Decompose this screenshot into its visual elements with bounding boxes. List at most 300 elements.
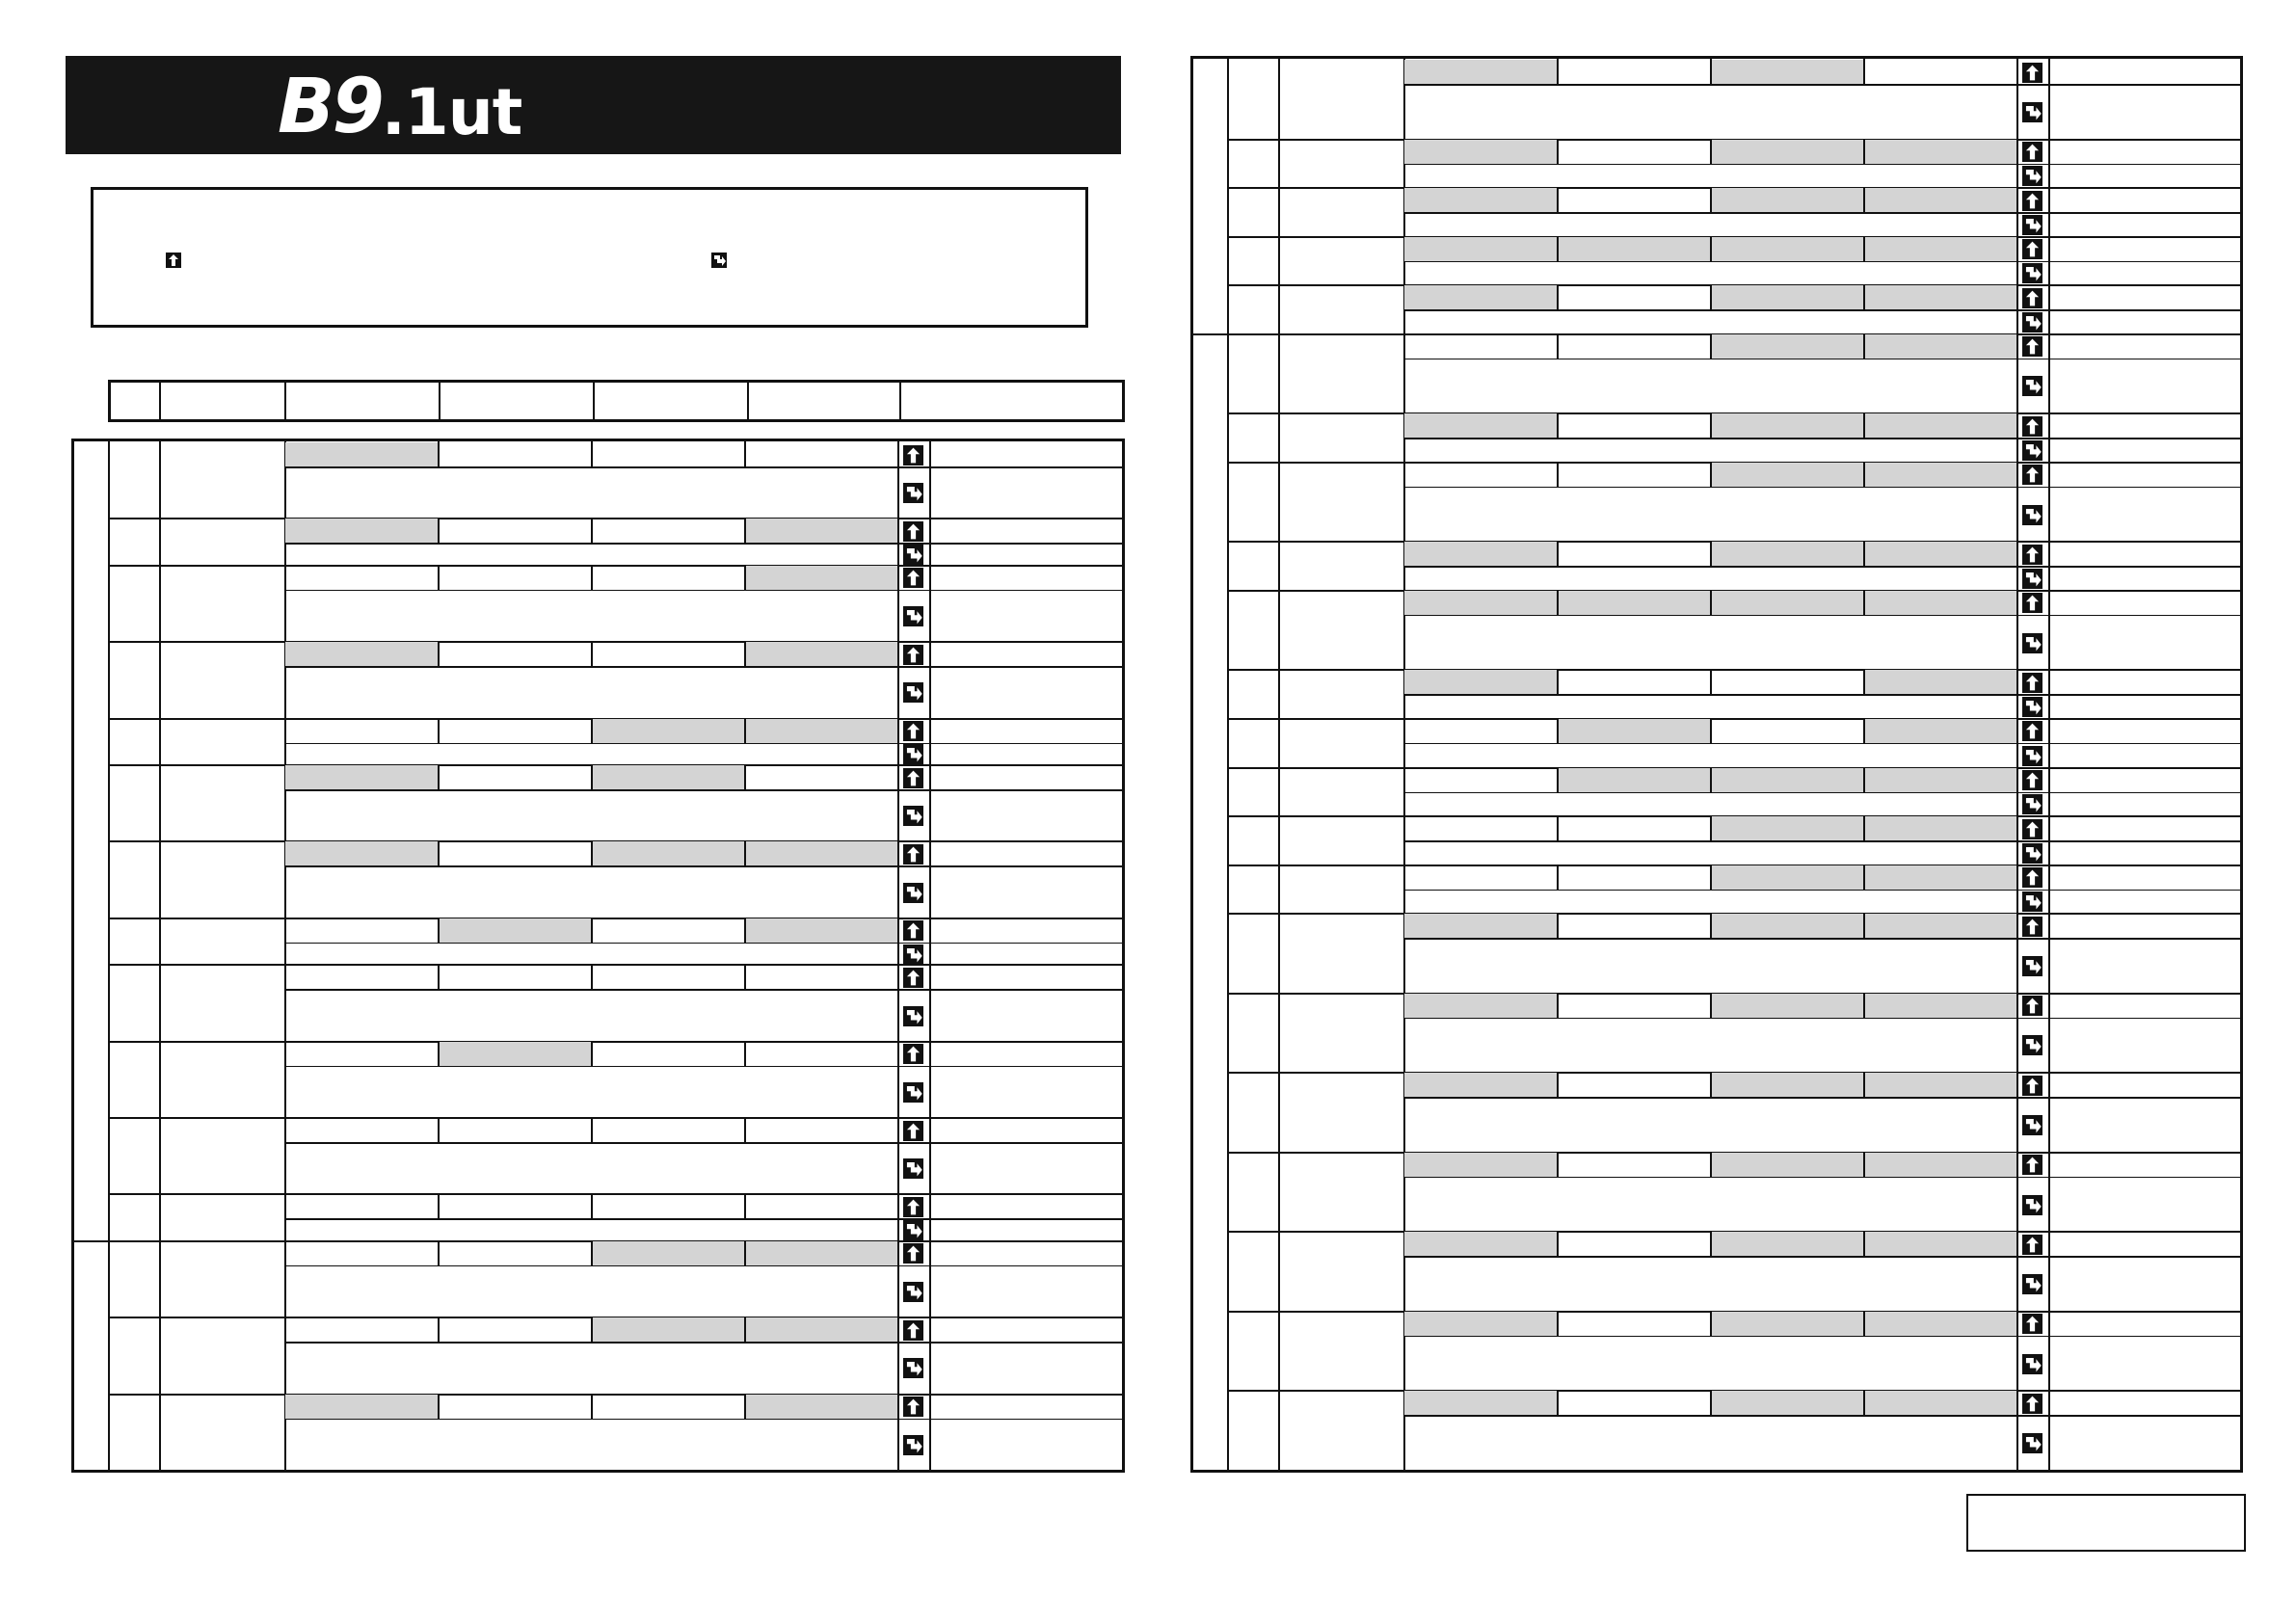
grid-value-divider <box>2016 284 2018 333</box>
shaded-value-cell <box>1864 865 2016 890</box>
shaded-value-cell <box>745 841 897 865</box>
up-icon <box>2022 288 2042 308</box>
shaded-value-cell <box>1864 334 2016 359</box>
grid-value-divider <box>591 764 593 789</box>
shaded-value-cell <box>1711 140 1863 164</box>
shaded-value-cell <box>1404 1232 1557 1256</box>
grid-value-divider <box>744 565 746 590</box>
return-icon <box>903 1158 923 1179</box>
shaded-value-cell <box>1711 60 1863 84</box>
legend-box <box>91 187 1088 328</box>
up-icon <box>903 521 923 542</box>
up-icon <box>2022 336 2042 357</box>
grid-icon-divider <box>2048 462 2050 542</box>
grid-subrow-line <box>1403 1018 2240 1020</box>
grid-value-divider <box>1863 1152 1865 1177</box>
grid-value-divider <box>438 1041 440 1066</box>
grid-value-divider <box>744 441 746 466</box>
header-bar <box>66 56 1121 154</box>
return-icon <box>2022 215 2042 235</box>
page-number-box <box>1966 1494 2246 1552</box>
grid-icon-divider <box>2048 1231 2050 1311</box>
shaded-value-cell <box>285 841 438 865</box>
grid-value-divider <box>1710 865 1712 890</box>
grid-value-divider <box>1710 333 1712 359</box>
up-icon <box>2022 63 2042 83</box>
return-icon <box>2022 697 2042 717</box>
grid-value-divider <box>1557 767 1559 792</box>
grid-value-divider <box>1863 993 1865 1018</box>
return-icon <box>711 253 727 268</box>
grid-icon-divider <box>929 964 931 1040</box>
grid-value-divider <box>1863 139 1865 164</box>
grid-value-divider <box>2016 1390 2018 1470</box>
shaded-value-cell <box>1711 542 1863 566</box>
grid-icon-divider <box>2048 1152 2050 1232</box>
grid-value-divider <box>897 518 899 565</box>
grid-value-divider <box>1557 669 1559 694</box>
up-icon <box>2022 1155 2042 1175</box>
shaded-value-cell <box>285 642 438 666</box>
return-icon <box>903 1282 923 1302</box>
shaded-value-cell <box>1711 285 1863 309</box>
grid-value-divider <box>1557 462 1559 487</box>
grid-value-divider <box>591 718 593 743</box>
shaded-value-cell <box>285 765 438 789</box>
grid-value-divider <box>591 641 593 666</box>
grid-value-divider <box>2016 913 2018 993</box>
shaded-value-cell <box>1558 719 1710 743</box>
grid-value-divider <box>2016 993 2018 1073</box>
grid-value-divider <box>591 1317 593 1342</box>
grid-subrow-line <box>284 789 1122 791</box>
grid-subrow-line <box>1403 694 2240 696</box>
grid-value-divider <box>1710 139 1712 164</box>
up-icon <box>2022 819 2042 839</box>
return-icon <box>2022 263 2042 283</box>
grid-value-divider <box>591 964 593 989</box>
return-icon <box>2022 166 2042 186</box>
up-icon <box>2022 917 2042 937</box>
up-icon <box>2022 721 2042 741</box>
grid-row-line <box>108 641 1122 643</box>
grid-value-divider <box>1863 187 1865 212</box>
grid-row-line <box>108 918 1122 919</box>
grid-icon-divider <box>2048 1390 2050 1470</box>
shaded-value-cell <box>1711 334 1863 359</box>
grid-subrow-line <box>284 1265 1122 1267</box>
shaded-value-cell <box>1711 237 1863 261</box>
grid-icon-divider <box>2048 590 2050 670</box>
shaded-value-cell <box>1404 1391 1557 1415</box>
grid-vertical-line <box>1278 59 1280 1470</box>
up-icon <box>903 1243 923 1264</box>
shaded-value-cell <box>592 1241 744 1265</box>
return-icon <box>903 945 923 965</box>
grid-value-divider <box>1557 1231 1559 1256</box>
shaded-value-cell <box>1711 1073 1863 1097</box>
grid-value-divider <box>1710 1311 1712 1336</box>
grid-icon-divider <box>929 1240 931 1317</box>
shaded-value-cell <box>1558 237 1710 261</box>
shaded-value-cell <box>285 519 438 543</box>
grid-value-divider <box>1863 913 1865 938</box>
return-icon <box>2022 1195 2042 1215</box>
grid-value-divider <box>1710 59 1712 84</box>
shaded-value-cell <box>439 918 591 943</box>
grid-value-divider <box>744 641 746 666</box>
grid-subrow-line <box>1403 84 2240 86</box>
grid-value-divider <box>1710 1152 1712 1177</box>
up-icon <box>2022 770 2042 790</box>
grid-value-divider <box>2016 236 2018 285</box>
grid-value-divider <box>744 1240 746 1265</box>
product-logo <box>278 64 522 150</box>
shaded-value-cell <box>1711 413 1863 438</box>
up-icon <box>903 721 923 741</box>
shaded-value-cell <box>1864 591 2016 615</box>
grid-value-divider <box>897 1041 899 1117</box>
grid-icon-divider <box>929 1117 931 1193</box>
return-icon <box>2022 440 2042 461</box>
grid-value-divider <box>1557 865 1559 890</box>
grid-value-divider <box>438 1394 440 1419</box>
grid-icon-divider <box>929 764 931 840</box>
grid-subrow-line <box>284 543 1122 545</box>
up-icon <box>2022 593 2042 613</box>
grid-subrow-line <box>284 1342 1122 1344</box>
grid-value-divider <box>1710 993 1712 1018</box>
grid-value-divider <box>2016 333 2018 413</box>
grid-value-divider <box>2016 669 2018 718</box>
grid-value-divider <box>744 964 746 989</box>
shaded-value-cell <box>1404 188 1557 212</box>
return-icon <box>2022 312 2042 333</box>
grid-value-divider <box>438 1317 440 1342</box>
shaded-value-cell <box>285 1395 438 1419</box>
grid-subrow-line <box>1403 938 2240 940</box>
grid-value-divider <box>1557 815 1559 840</box>
shaded-value-cell <box>1864 140 2016 164</box>
grid-icon-divider <box>2048 187 2050 236</box>
grid-subrow-line <box>1403 615 2240 617</box>
logo-suffix: .1ut <box>381 75 522 149</box>
grid-value-divider <box>2016 718 2018 767</box>
return-icon <box>2022 891 2042 912</box>
grid-value-divider <box>744 1193 746 1218</box>
grid-value-divider <box>1710 913 1712 938</box>
return-icon <box>2022 1035 2042 1055</box>
shaded-value-cell <box>1711 994 1863 1018</box>
return-icon <box>2022 569 2042 589</box>
shaded-value-cell <box>1404 140 1557 164</box>
shaded-value-cell <box>1404 591 1557 615</box>
return-icon <box>2022 633 2042 653</box>
grid-icon-divider <box>929 718 931 765</box>
grid-value-divider <box>1557 541 1559 566</box>
up-icon <box>903 1044 923 1064</box>
return-icon <box>903 1082 923 1103</box>
grid-icon-divider <box>929 840 931 917</box>
grid-value-divider <box>744 918 746 943</box>
shaded-value-cell <box>1864 1391 2016 1415</box>
grid-value-divider <box>2016 1072 2018 1152</box>
up-icon <box>2022 239 2042 259</box>
grid-value-divider <box>1710 462 1712 487</box>
grid-subrow-line <box>284 590 1122 592</box>
grid-vertical-line <box>1227 59 1229 1470</box>
grid-value-divider <box>591 1394 593 1419</box>
grid-value-divider <box>438 518 440 543</box>
grid-vertical-line <box>159 441 161 1470</box>
grid-subrow-line <box>1403 840 2240 842</box>
grid-icon-divider <box>929 441 931 518</box>
grid-value-divider <box>438 565 440 590</box>
grid-value-divider <box>591 1041 593 1066</box>
up-icon <box>903 1397 923 1417</box>
grid-value-divider <box>1710 718 1712 743</box>
grid-value-divider <box>1710 590 1712 615</box>
up-icon <box>2022 867 2042 888</box>
shaded-value-cell <box>1404 670 1557 694</box>
up-icon <box>2022 1235 2042 1255</box>
shaded-value-cell <box>1864 1153 2016 1177</box>
logo-main: B9 <box>278 64 382 150</box>
grid-icon-divider <box>2048 913 2050 993</box>
grid-value-divider <box>1557 333 1559 359</box>
shaded-value-cell <box>1864 719 2016 743</box>
grid-subrow-line <box>1403 487 2240 489</box>
grid-value-divider <box>2016 59 2018 139</box>
grid-value-divider <box>2016 1311 2018 1391</box>
grid-value-divider <box>2016 815 2018 865</box>
grid-subrow-line <box>1403 792 2240 794</box>
grid-value-divider <box>1710 541 1712 566</box>
grid-row-line <box>108 1041 1122 1043</box>
grid-value-divider <box>1710 1072 1712 1097</box>
grid-subrow-line <box>1403 1177 2240 1179</box>
grid-value-divider <box>438 441 440 466</box>
return-icon <box>2022 1115 2042 1135</box>
grid-subrow-line <box>284 743 1122 745</box>
shaded-value-cell <box>592 765 744 789</box>
grid-value-divider <box>1863 1231 1865 1256</box>
grid-value-divider <box>897 718 899 765</box>
grid-value-divider <box>2016 187 2018 236</box>
grid-row-line <box>108 518 1122 519</box>
grid-icon-divider <box>2048 1311 2050 1391</box>
grid-subrow-line <box>1403 1336 2240 1338</box>
up-icon <box>2022 191 2042 211</box>
shaded-value-cell <box>1711 1391 1863 1415</box>
grid-row-line <box>108 1117 1122 1119</box>
grid-subrow-line <box>284 943 1122 945</box>
grid-value-divider <box>744 764 746 789</box>
grid-value-divider <box>897 964 899 1040</box>
return-icon <box>903 1435 923 1455</box>
grid-value-divider <box>1863 333 1865 359</box>
return-icon <box>903 682 923 703</box>
grid-value-divider <box>1557 284 1559 309</box>
grid-subrow-line <box>284 1142 1122 1144</box>
grid-value-divider <box>591 918 593 943</box>
grid-row-line <box>1227 669 2240 671</box>
grid-value-divider <box>744 1041 746 1066</box>
grid-value-divider <box>2016 767 2018 816</box>
grid-value-divider <box>897 441 899 518</box>
grid-icon-divider <box>2048 284 2050 333</box>
grid-value-divider <box>1710 187 1712 212</box>
shaded-value-cell <box>439 1042 591 1066</box>
up-icon <box>2022 673 2042 693</box>
up-icon <box>903 844 923 865</box>
grid-value-divider <box>438 1240 440 1265</box>
grid-value-divider <box>1710 767 1712 792</box>
shaded-value-cell <box>1404 285 1557 309</box>
up-icon <box>903 1121 923 1141</box>
return-icon <box>2022 746 2042 766</box>
shaded-value-cell <box>1404 413 1557 438</box>
grid-value-divider <box>438 840 440 865</box>
shaded-value-cell <box>1711 816 1863 840</box>
shaded-value-cell <box>1864 237 2016 261</box>
right-parameter-table <box>1190 56 2243 1473</box>
up-icon <box>2022 1394 2042 1414</box>
grid-value-divider <box>1863 541 1865 566</box>
shaded-value-cell <box>1864 816 2016 840</box>
grid-value-divider <box>591 1240 593 1265</box>
grid-icon-divider <box>2048 236 2050 285</box>
grid-row-line <box>108 565 1122 567</box>
grid-value-divider <box>744 518 746 543</box>
grid-subrow-line <box>1403 438 2240 439</box>
grid-value-divider <box>1710 815 1712 840</box>
grid-value-divider <box>1863 590 1865 615</box>
shaded-value-cell <box>1404 1073 1557 1097</box>
shaded-value-cell <box>1711 1232 1863 1256</box>
grid-subrow-line <box>1403 890 2240 891</box>
grid-icon-divider <box>2048 718 2050 767</box>
return-icon <box>2022 794 2042 814</box>
shaded-value-cell <box>1864 188 2016 212</box>
shaded-value-cell <box>592 719 744 743</box>
grid-value-divider <box>744 1394 746 1419</box>
grid-value-divider <box>438 718 440 743</box>
grid-subrow-line <box>1403 743 2240 745</box>
up-icon <box>903 445 923 466</box>
up-icon <box>2022 1314 2042 1334</box>
shaded-value-cell <box>1864 463 2016 487</box>
shaded-value-cell <box>1711 1153 1863 1177</box>
return-icon <box>2022 376 2042 396</box>
grid-value-divider <box>1710 669 1712 694</box>
return-icon <box>903 1006 923 1026</box>
grid-value-divider <box>438 918 440 943</box>
shaded-value-cell <box>1404 1153 1557 1177</box>
shaded-value-cell <box>745 918 897 943</box>
grid-value-divider <box>1557 187 1559 212</box>
grid-value-divider <box>591 840 593 865</box>
grid-value-divider <box>744 840 746 865</box>
grid-icon-divider <box>929 565 931 641</box>
shaded-value-cell <box>1558 591 1710 615</box>
grid-value-divider <box>438 641 440 666</box>
grid-row-line <box>108 1193 1122 1195</box>
grid-icon-divider <box>929 1041 931 1117</box>
grid-value-divider <box>438 1193 440 1218</box>
grid-value-divider <box>591 565 593 590</box>
up-icon <box>903 1320 923 1341</box>
grid-value-divider <box>2016 1231 2018 1311</box>
up-icon <box>2022 996 2042 1016</box>
grid-value-divider <box>438 764 440 789</box>
grid-value-divider <box>897 764 899 840</box>
return-icon <box>2022 1354 2042 1374</box>
shaded-value-cell <box>1864 285 2016 309</box>
shaded-value-cell <box>592 841 744 865</box>
grid-value-divider <box>1863 236 1865 261</box>
grid-value-divider <box>897 918 899 965</box>
grid-value-divider <box>1710 412 1712 438</box>
grid-icon-divider <box>929 641 931 717</box>
grid-value-divider <box>1557 1311 1559 1336</box>
grid-value-divider <box>897 1117 899 1193</box>
shaded-value-cell <box>592 1317 744 1342</box>
grid-subrow-line <box>284 865 1122 867</box>
grid-value-divider <box>897 1394 899 1470</box>
shaded-value-cell <box>1864 670 2016 694</box>
up-icon <box>2022 465 2042 485</box>
shaded-value-cell <box>745 566 897 590</box>
shaded-value-cell <box>1864 1232 2016 1256</box>
grid-icon-divider <box>929 1394 931 1470</box>
shaded-value-cell <box>745 1395 897 1419</box>
grid-vertical-line <box>108 441 110 1470</box>
grid-value-divider <box>1557 139 1559 164</box>
grid-value-divider <box>1863 1072 1865 1097</box>
return-icon <box>903 483 923 503</box>
grid-subrow-line <box>1403 359 2240 360</box>
grid-value-divider <box>897 565 899 641</box>
shaded-value-cell <box>1864 768 2016 792</box>
grid-subrow-line <box>284 666 1122 668</box>
shaded-value-cell <box>1711 865 1863 890</box>
return-icon <box>2022 1433 2042 1453</box>
grid-subrow-line <box>1403 164 2240 166</box>
grid-value-divider <box>1557 1072 1559 1097</box>
grid-value-divider <box>591 441 593 466</box>
grid-value-divider <box>1863 815 1865 840</box>
grid-value-divider <box>1710 1390 1712 1415</box>
grid-value-divider <box>744 1317 746 1342</box>
shaded-value-cell <box>1711 1312 1863 1336</box>
grid-subrow-line <box>1403 1097 2240 1099</box>
grid-subrow-line <box>1403 1415 2240 1417</box>
grid-value-divider <box>1557 1390 1559 1415</box>
shaded-value-cell <box>1864 1073 2016 1097</box>
grid-value-divider <box>1557 718 1559 743</box>
shaded-value-cell <box>1864 542 2016 566</box>
grid-value-divider <box>1863 767 1865 792</box>
grid-value-divider <box>897 840 899 917</box>
grid-value-divider <box>1863 718 1865 743</box>
return-icon <box>2022 505 2042 525</box>
grid-row-line <box>108 1394 1122 1396</box>
shaded-value-cell <box>1864 413 2016 438</box>
up-icon <box>2022 545 2042 565</box>
return-icon <box>903 883 923 903</box>
up-icon <box>2022 142 2042 162</box>
